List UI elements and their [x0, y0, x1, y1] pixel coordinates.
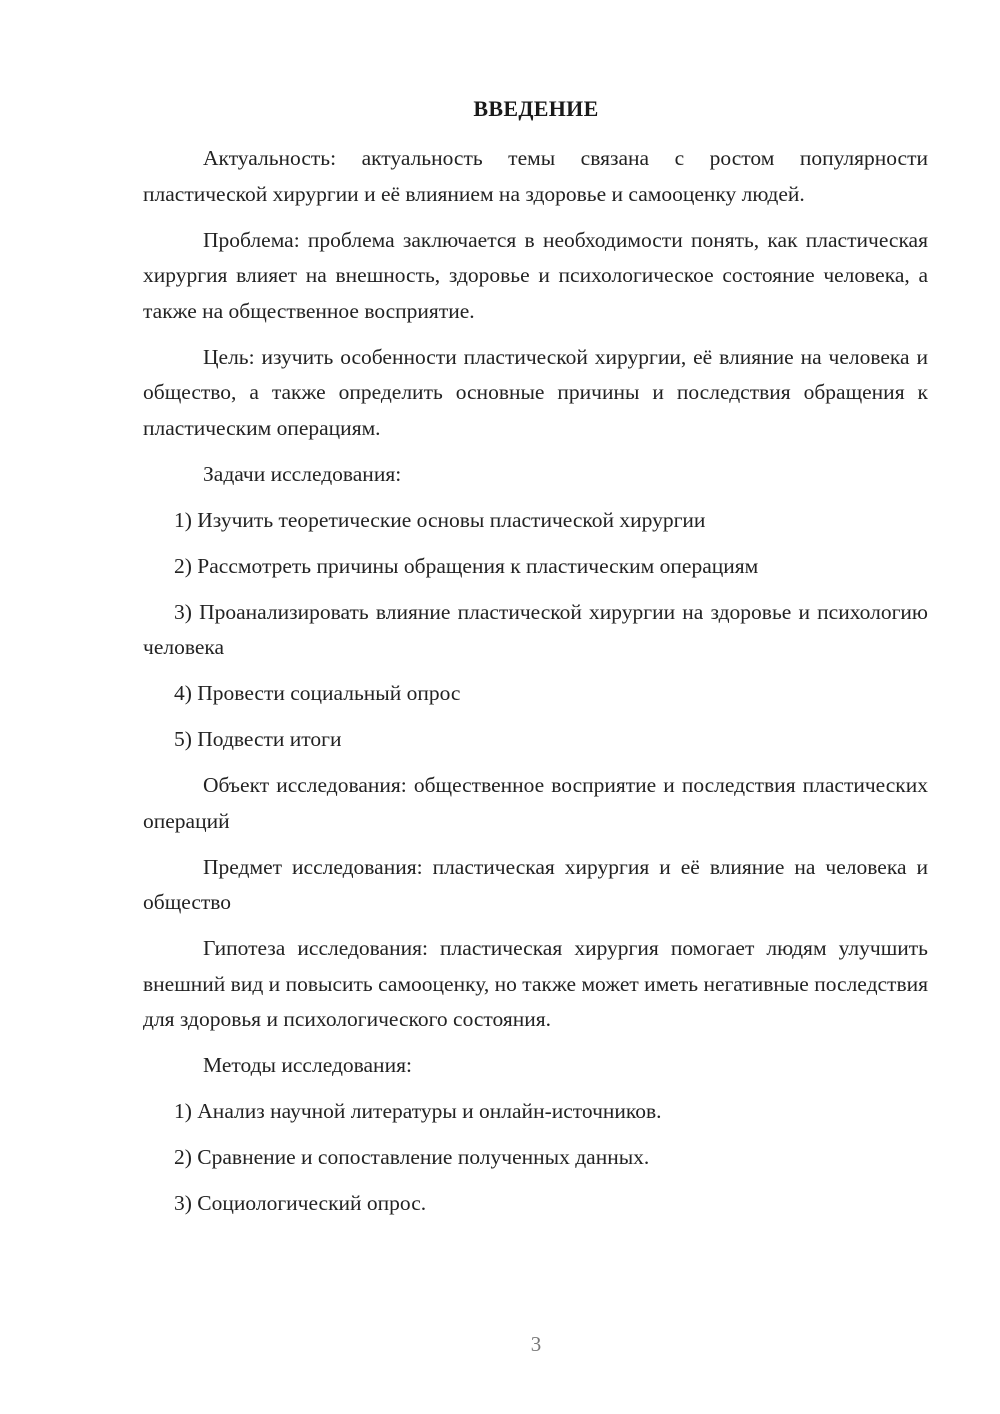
hypothesis-paragraph: Гипотеза исследования: пластическая хирургия помогает людям улучшить внешний вид и повысить самооценку, но также может иметь негативные последствия для здоровья и психологического состояния. [143, 936, 928, 1031]
problem-paragraph: Проблема: проблема заключается в необходимости понять, как пластическая хирургия влияет на внешность, здоровье и психологическое состояние человека, а также на общественное восприятие. [143, 227, 928, 323]
methods-heading: Методы исследования: [203, 1053, 412, 1077]
goal-paragraph: Цель: изучить особенности пластической хирургии, её влияние на человека и общество, а также определить основные причины и последствия обращения к пластическим операциям. [143, 344, 928, 440]
method-item: 1) Анализ научной литературы и онлайн-источников. [174, 1099, 662, 1123]
tasks-heading: Задачи исследования: [203, 461, 402, 486]
task-item: 4) Провести социальный опрос [174, 681, 461, 705]
task-item: 5) Подвести итоги [174, 727, 342, 751]
page-title: ВВЕДЕНИЕ [473, 96, 599, 121]
subject-paragraph: Предмет исследования: пластическая хирургия и её влияние на человека и общество [143, 854, 928, 914]
page-number: 3 [530, 1332, 542, 1356]
task-item: 2) Рассмотреть причины обращения к пластическим операциям [174, 553, 759, 578]
method-item: 3) Социологический опрос. [174, 1191, 427, 1215]
method-item: 2) Сравнение и сопоставление полученных данных. [174, 1145, 650, 1169]
task-item: 1) Изучить теоретические основы пластической хирургии [174, 507, 706, 532]
object-paragraph: Объект исследования: общественное восприятие и последствия пластических операций [143, 773, 928, 833]
relevance-paragraph: Актуальность: актуальность темы связана с ростом популярности пластической хирургии и её влиянием на здоровье и самооценку людей. [143, 146, 928, 206]
task-item: 3) Проанализировать влияние пластической хирургии на здоровье и психологию человека [143, 599, 928, 659]
document-body [143, 141, 928, 1232]
